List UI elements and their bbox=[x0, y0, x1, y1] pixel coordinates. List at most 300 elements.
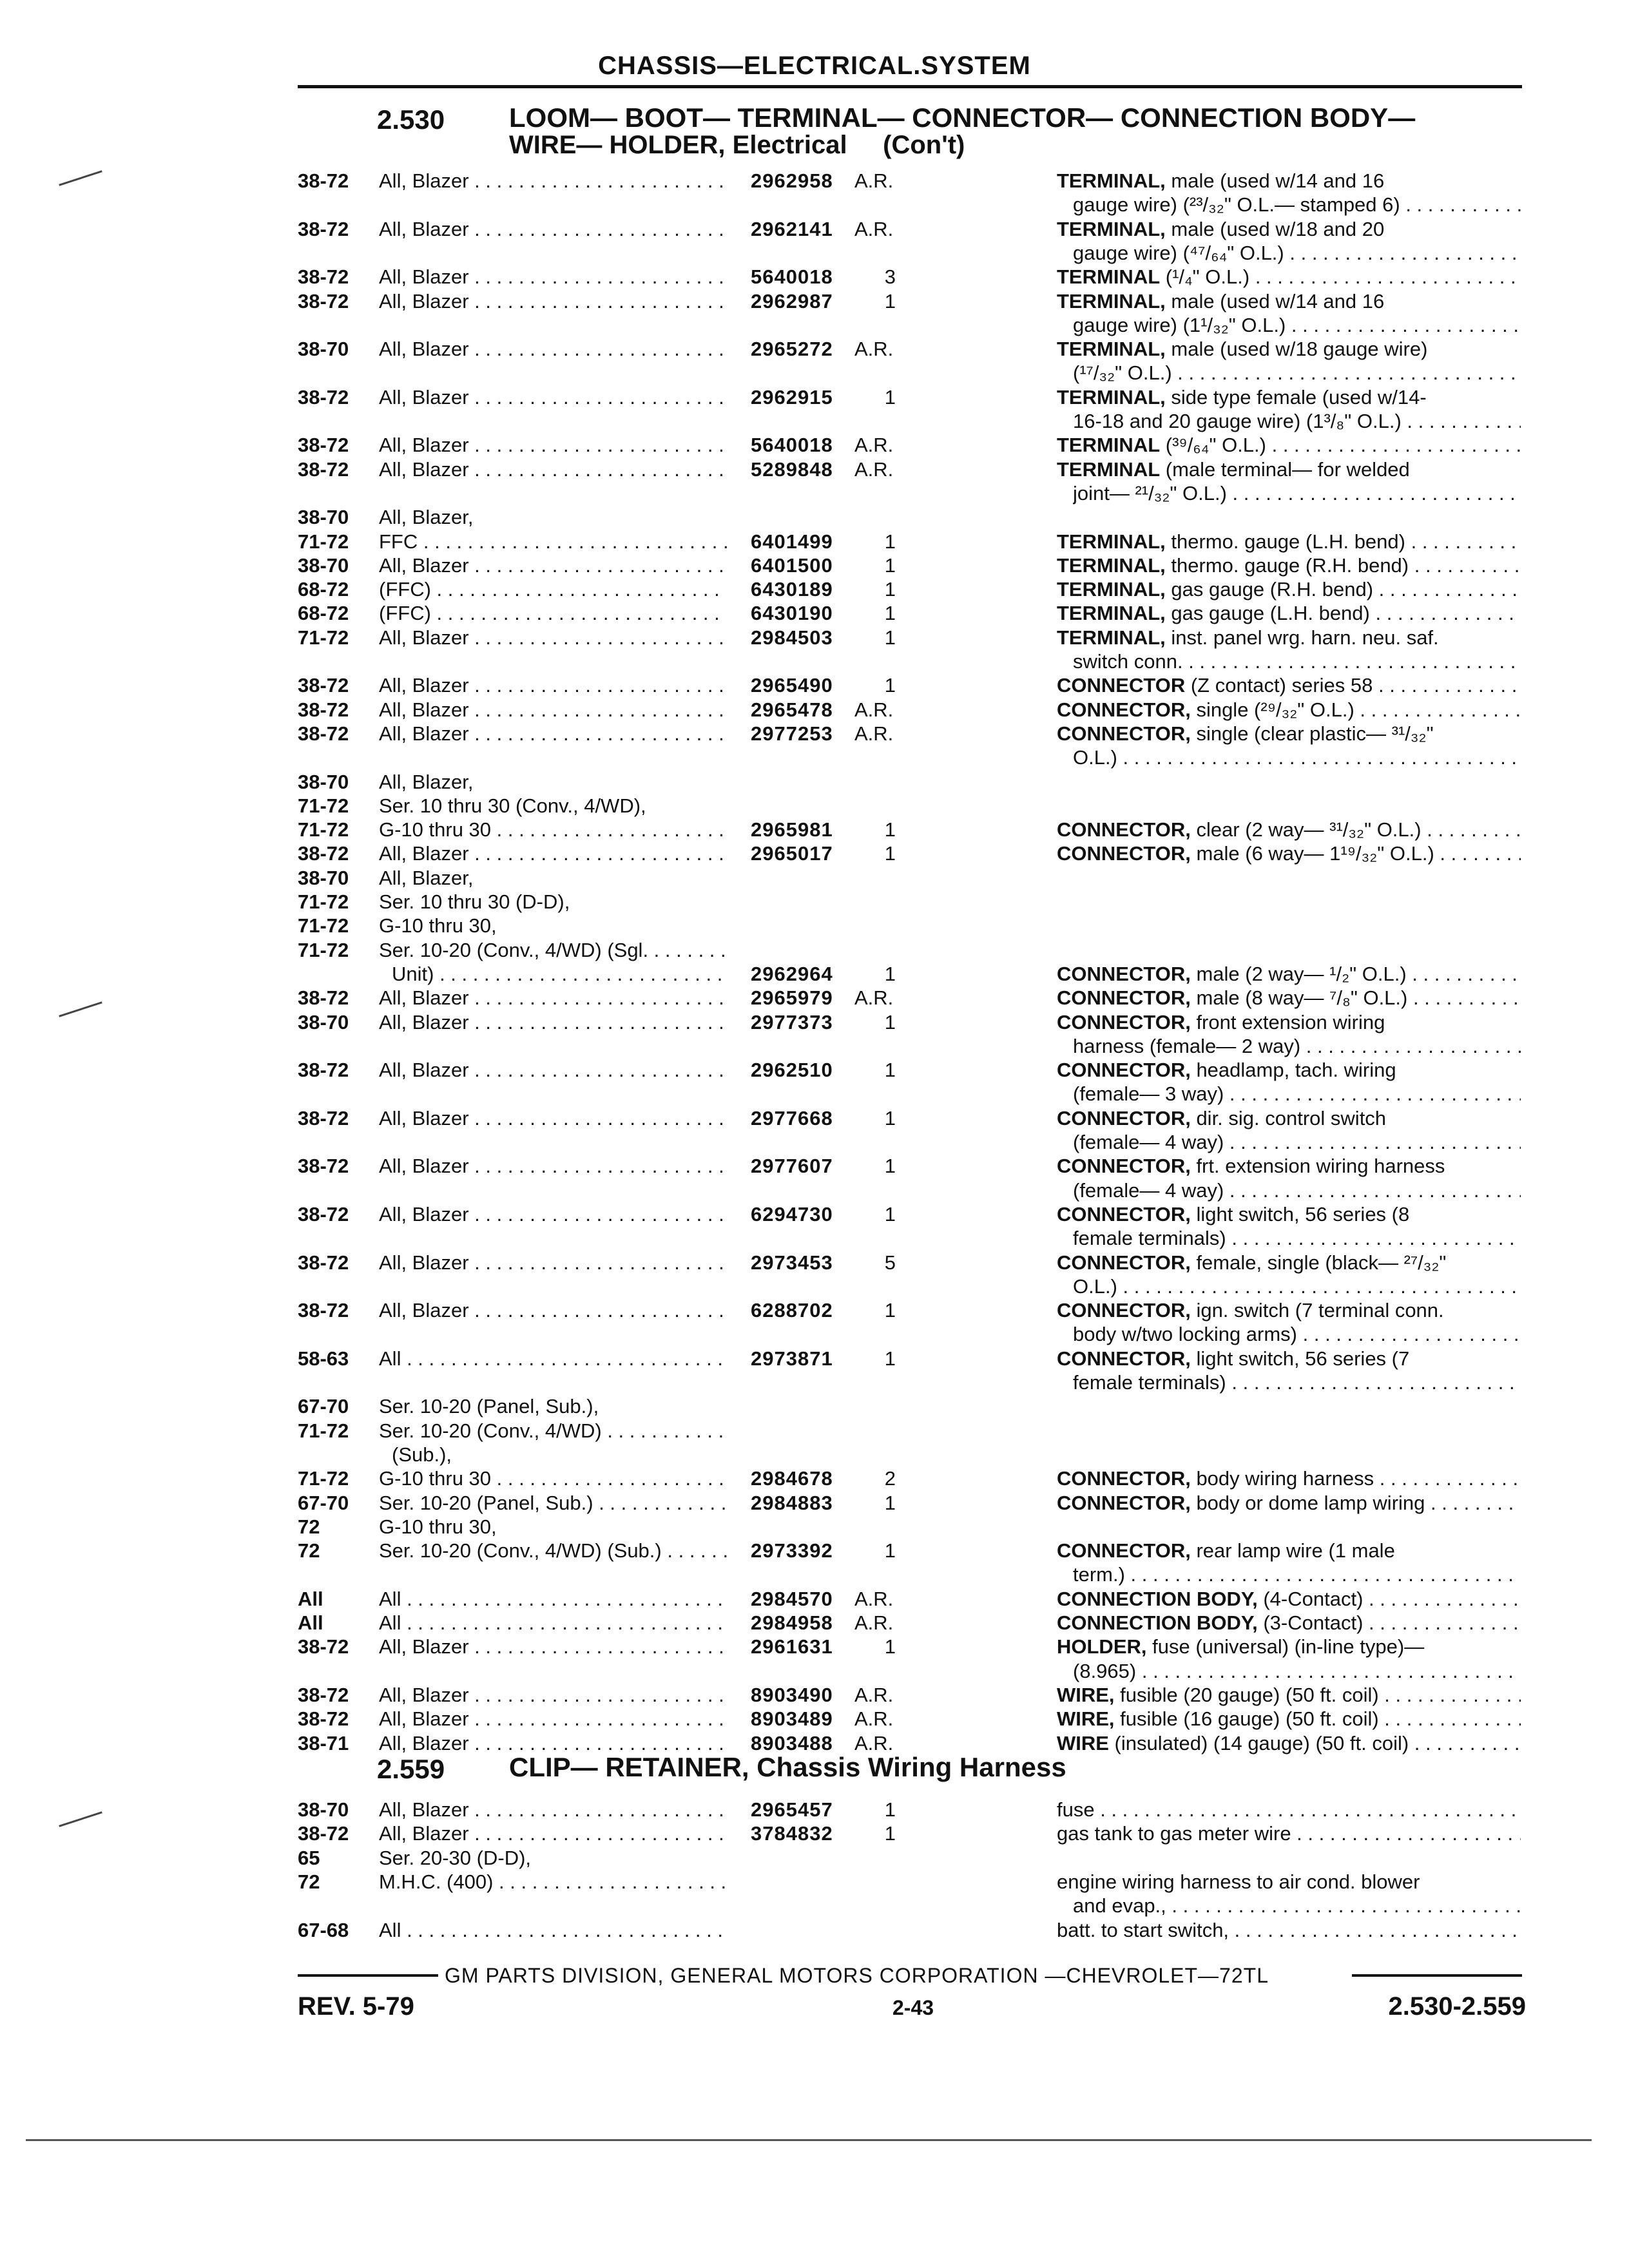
description-text: (female— 4 way) bbox=[1073, 1131, 1224, 1153]
part-number: 2984883 bbox=[751, 1491, 833, 1514]
description bbox=[1073, 745, 1521, 769]
quantity: 1 bbox=[884, 1010, 896, 1033]
model-years: 71-72 bbox=[298, 818, 349, 841]
model-years: 38-72 bbox=[298, 434, 349, 457]
description bbox=[1073, 649, 1521, 673]
application: All, Blazer . . . bbox=[379, 457, 727, 481]
quantity: 1 bbox=[884, 842, 896, 865]
description bbox=[1073, 1894, 1521, 1917]
description bbox=[1057, 1707, 1521, 1731]
description-text: fusible (20 gauge) (50 ft. coil) bbox=[1114, 1683, 1379, 1706]
description-text: female, single (black— ²⁷/₃₂" bbox=[1190, 1251, 1447, 1274]
quantity: 1 bbox=[884, 1059, 896, 1082]
quantity: 1 bbox=[884, 962, 896, 985]
model-years: 71-72 bbox=[298, 938, 349, 961]
section-number: 2.530 bbox=[377, 104, 445, 135]
application: All . . . bbox=[379, 1587, 727, 1611]
item-name: TERMINAL, bbox=[1057, 289, 1166, 312]
application: (Sub.), bbox=[392, 1443, 452, 1466]
item-name: TERMINAL bbox=[1057, 434, 1161, 457]
part-number: 2962987 bbox=[751, 289, 833, 312]
application: (FFC) . . . bbox=[379, 601, 727, 625]
description bbox=[1057, 1539, 1521, 1562]
description-text: body or dome lamp wiring bbox=[1190, 1491, 1425, 1514]
description-text: (8.965) bbox=[1073, 1659, 1137, 1682]
description-text: gas tank to gas meter wire bbox=[1057, 1822, 1291, 1845]
description-text: frt. extension wiring harness bbox=[1190, 1155, 1445, 1178]
application: All, Blazer . . . bbox=[379, 1202, 727, 1226]
description bbox=[1057, 818, 1521, 841]
description bbox=[1057, 1106, 1521, 1130]
model-years: 72 bbox=[298, 1870, 320, 1893]
model-years: 71-72 bbox=[298, 1419, 349, 1442]
description bbox=[1057, 289, 1521, 313]
part-number: 2965017 bbox=[751, 842, 833, 865]
part-number: 2962141 bbox=[751, 217, 833, 240]
description-text: (insulated) (14 gauge) (50 ft. coil) bbox=[1108, 1731, 1409, 1754]
description-text: front extension wiring bbox=[1190, 1010, 1385, 1033]
section-range: 2.530-2.559 bbox=[1388, 1992, 1526, 2021]
application: Ser. 10-20 (Panel, Sub.) . . . bbox=[379, 1491, 727, 1515]
quantity: 1 bbox=[884, 530, 896, 553]
description bbox=[1057, 1798, 1521, 1821]
application: Ser. 10 thru 30 (Conv., 4/WD), bbox=[379, 794, 646, 817]
description-text: headlamp, tach. wiring bbox=[1190, 1059, 1396, 1082]
section-title bbox=[509, 104, 1415, 159]
description bbox=[1073, 1659, 1521, 1683]
application: All . . . bbox=[379, 1611, 727, 1635]
part-number: 5640018 bbox=[751, 265, 833, 289]
description-text: (¹⁷/₃₂" O.L.) bbox=[1073, 361, 1172, 385]
item-name: CONNECTION BODY, bbox=[1057, 1611, 1258, 1634]
footer-rule-left bbox=[298, 1974, 438, 1977]
description-text: term.) bbox=[1073, 1563, 1125, 1586]
description-text: gas gauge (L.H. bend) bbox=[1165, 602, 1370, 625]
item-name: CONNECTOR, bbox=[1057, 1155, 1191, 1178]
description-text: male (2 way— ¹/₂" O.L.) bbox=[1190, 962, 1407, 985]
item-name: WIRE bbox=[1057, 1731, 1109, 1754]
description-text: (female— 3 way) bbox=[1073, 1082, 1224, 1106]
item-name: CONNECTOR, bbox=[1057, 1539, 1191, 1562]
quantity: A.R. bbox=[854, 169, 894, 192]
application: All, Blazer . . . bbox=[379, 1010, 727, 1034]
description-text: single (clear plastic— ³¹/₃₂" bbox=[1190, 722, 1434, 745]
quantity: 1 bbox=[884, 1299, 896, 1322]
quantity: 1 bbox=[884, 553, 896, 577]
section-title-line: WIRE— HOLDER, Electrical (Con't) bbox=[509, 131, 965, 159]
item-name: TERMINAL, bbox=[1057, 338, 1166, 361]
part-number: 2965490 bbox=[751, 674, 833, 697]
item-name: TERMINAL, bbox=[1057, 553, 1166, 577]
description bbox=[1073, 1274, 1521, 1298]
quantity: 1 bbox=[884, 602, 896, 625]
description-text: thermo. gauge (R.H. bend) bbox=[1165, 553, 1409, 577]
description bbox=[1057, 1298, 1521, 1322]
application: Ser. 10-20 (Conv., 4/WD) (Sub.) . . . bbox=[379, 1539, 727, 1562]
item-name: TERMINAL, bbox=[1057, 626, 1166, 649]
description bbox=[1057, 1251, 1521, 1274]
description bbox=[1073, 1130, 1521, 1154]
application: All, Blazer, bbox=[379, 866, 474, 889]
description bbox=[1073, 1082, 1521, 1106]
model-years: 71-72 bbox=[298, 890, 349, 913]
description-text: clear (2 way— ³¹/₃₂" O.L.) bbox=[1190, 818, 1422, 841]
quantity: A.R. bbox=[854, 1707, 894, 1731]
description-text: 16-18 and 20 gauge wire) (1³/₈" O.L.) bbox=[1073, 410, 1402, 432]
item-name: CONNECTOR bbox=[1057, 674, 1186, 697]
model-years: 38-70 bbox=[298, 1798, 349, 1821]
quantity: A.R. bbox=[854, 698, 894, 721]
model-years: 38-72 bbox=[298, 1707, 349, 1731]
item-name: CONNECTOR, bbox=[1057, 1202, 1191, 1225]
description-text: engine wiring harness to air cond. blower bbox=[1057, 1870, 1420, 1893]
model-years: 68-72 bbox=[298, 602, 349, 625]
application: All, Blazer . . . bbox=[379, 289, 727, 313]
description-text: O.L.) bbox=[1073, 746, 1117, 769]
description-text: gauge wire) (⁴⁷/₆₄" O.L.) bbox=[1073, 241, 1284, 264]
description-text: batt. to start switch, bbox=[1057, 1918, 1229, 1941]
model-years: 38-72 bbox=[298, 217, 349, 240]
description-text: switch conn. bbox=[1073, 650, 1183, 673]
part-number: 8903490 bbox=[751, 1683, 833, 1706]
item-name: TERMINAL, bbox=[1057, 578, 1166, 601]
model-years: All bbox=[298, 1587, 323, 1610]
application: All, Blazer . . . bbox=[379, 337, 727, 361]
application: G-10 thru 30, bbox=[379, 1515, 497, 1538]
item-name: CONNECTOR, bbox=[1057, 1106, 1191, 1129]
description-text: thermo. gauge (L.H. bend) bbox=[1165, 530, 1405, 553]
part-number: 2984503 bbox=[751, 626, 833, 649]
application: All, Blazer . . . bbox=[379, 1731, 727, 1755]
item-name: TERMINAL, bbox=[1057, 217, 1166, 240]
description-text: single (²⁹/₃₂" O.L.) bbox=[1190, 698, 1354, 721]
item-name: TERMINAL, bbox=[1057, 169, 1166, 192]
model-years: 65 bbox=[298, 1846, 320, 1869]
description bbox=[1057, 962, 1521, 986]
model-years: 38-72 bbox=[298, 1202, 349, 1225]
application: All, Blazer . . . bbox=[379, 1106, 727, 1130]
application: All, Blazer . . . bbox=[379, 433, 727, 457]
description bbox=[1057, 986, 1521, 1010]
description-text: (³⁹/₆₄" O.L.) bbox=[1160, 434, 1266, 457]
description bbox=[1057, 217, 1521, 241]
part-number: 6430190 bbox=[751, 602, 833, 625]
model-years: 38-70 bbox=[298, 866, 349, 889]
part-number: 6430189 bbox=[751, 578, 833, 601]
model-years: 38-72 bbox=[298, 986, 349, 1010]
model-years: 38-72 bbox=[298, 1683, 349, 1706]
description-text: (Z contact) series 58 bbox=[1185, 674, 1373, 697]
description bbox=[1057, 577, 1521, 601]
application: G-10 thru 30 . . . bbox=[379, 1466, 727, 1490]
description-text: and evap., bbox=[1073, 1894, 1166, 1917]
model-years: 38-72 bbox=[298, 698, 349, 721]
application: All, Blazer . . . bbox=[379, 986, 727, 1010]
application: Ser. 10-20 (Conv., 4/WD) . . . bbox=[379, 1419, 727, 1443]
item-name: TERMINAL, bbox=[1057, 602, 1166, 625]
model-years: 71-72 bbox=[298, 914, 349, 937]
application: All, Blazer . . . bbox=[379, 1683, 727, 1707]
header-rule bbox=[298, 85, 1522, 88]
description bbox=[1057, 457, 1521, 481]
item-name: CONNECTOR, bbox=[1057, 1299, 1191, 1322]
model-years: 38-72 bbox=[298, 1251, 349, 1274]
scan-mark bbox=[59, 1001, 102, 1017]
application: Ser. 20-30 (D-D), bbox=[379, 1846, 532, 1869]
model-years: 38-72 bbox=[298, 842, 349, 865]
description bbox=[1057, 553, 1521, 577]
application: FFC . . . bbox=[379, 530, 727, 553]
quantity: 1 bbox=[884, 1202, 896, 1225]
description-text: male (used w/14 and 16 bbox=[1165, 289, 1385, 312]
application: (FFC) . . . bbox=[379, 577, 727, 601]
application: Ser. 10-20 (Conv., 4/WD) (Sgl. . . . bbox=[379, 938, 727, 962]
item-name: CONNECTOR, bbox=[1057, 962, 1191, 985]
description bbox=[1057, 1918, 1521, 1942]
description-text: gauge wire) (²³/₃₂" O.L.— stamped 6) bbox=[1073, 193, 1400, 216]
item-name: TERMINAL, bbox=[1057, 530, 1166, 553]
description-text: (male terminal— for welded bbox=[1160, 457, 1410, 481]
part-number: 6401499 bbox=[751, 530, 833, 553]
application: All, Blazer . . . bbox=[379, 553, 727, 577]
part-number: 3784832 bbox=[751, 1822, 833, 1845]
part-number: 6288702 bbox=[751, 1299, 833, 1322]
quantity: 1 bbox=[884, 578, 896, 601]
quantity: 1 bbox=[884, 1347, 896, 1370]
part-number: 2965457 bbox=[751, 1798, 833, 1821]
description bbox=[1057, 385, 1521, 409]
part-number: 2962915 bbox=[751, 385, 833, 408]
section-number: 2.559 bbox=[377, 1754, 445, 1784]
application: All, Blazer . . . bbox=[379, 1707, 727, 1731]
description bbox=[1073, 1226, 1521, 1250]
model-years: 38-72 bbox=[298, 1155, 349, 1178]
item-name: WIRE, bbox=[1057, 1683, 1115, 1706]
description-text: (4-Contact) bbox=[1257, 1587, 1364, 1610]
application: All, Blazer . . . bbox=[379, 265, 727, 289]
model-years: 38-72 bbox=[298, 1059, 349, 1082]
description-text: gas gauge (R.H. bend) bbox=[1165, 578, 1374, 601]
description bbox=[1057, 698, 1521, 722]
model-years: 38-72 bbox=[298, 1635, 349, 1658]
part-number: 2984958 bbox=[751, 1611, 833, 1634]
description bbox=[1057, 1154, 1521, 1178]
part-number: 5640018 bbox=[751, 434, 833, 457]
application: All, Blazer . . . bbox=[379, 673, 727, 697]
part-number: 2965272 bbox=[751, 338, 833, 361]
page-title: CHASSIS—ELECTRICAL.SYSTEM bbox=[598, 52, 1031, 80]
quantity: A.R. bbox=[854, 338, 894, 361]
model-years: 38-72 bbox=[298, 385, 349, 408]
part-number: 2961631 bbox=[751, 1635, 833, 1658]
description-text: male (used w/14 and 16 bbox=[1165, 169, 1385, 192]
description-text: (female— 4 way) bbox=[1073, 1178, 1224, 1202]
part-number: 2962510 bbox=[751, 1059, 833, 1082]
model-years: 38-72 bbox=[298, 722, 349, 745]
application: Unit) . . . bbox=[392, 962, 727, 986]
model-years: 38-72 bbox=[298, 289, 349, 312]
scan-mark bbox=[59, 170, 102, 186]
description bbox=[1057, 1870, 1521, 1894]
model-years: 38-72 bbox=[298, 457, 349, 481]
model-years: 38-70 bbox=[298, 770, 349, 793]
model-years: 67-68 bbox=[298, 1918, 349, 1941]
quantity: 1 bbox=[884, 1635, 896, 1658]
description-text: female terminals) bbox=[1073, 1227, 1226, 1250]
section-title-line: CLIP— RETAINER, Chassis Wiring Harness bbox=[509, 1752, 1066, 1782]
part-number: 6401500 bbox=[751, 553, 833, 577]
model-years: 72 bbox=[298, 1515, 320, 1538]
model-years: 38-70 bbox=[298, 553, 349, 577]
description bbox=[1057, 1010, 1521, 1034]
description-text: male (used w/18 and 20 bbox=[1165, 217, 1385, 240]
item-name: CONNECTOR, bbox=[1057, 1467, 1191, 1490]
application: G-10 thru 30 . . . bbox=[379, 818, 727, 841]
description bbox=[1057, 1731, 1521, 1755]
description bbox=[1057, 1683, 1521, 1707]
description-text: (¹/₄" O.L.) bbox=[1160, 265, 1250, 289]
part-number: 2962958 bbox=[751, 169, 833, 192]
model-years: 38-70 bbox=[298, 1010, 349, 1033]
item-name: CONNECTOR, bbox=[1057, 818, 1191, 841]
item-name: WIRE, bbox=[1057, 1707, 1115, 1731]
description-text: (3-Contact) bbox=[1257, 1611, 1364, 1634]
description-text: dir. sig. control switch bbox=[1190, 1106, 1387, 1129]
model-years: 38-72 bbox=[298, 1106, 349, 1129]
quantity: 1 bbox=[884, 289, 896, 312]
part-number: 2977668 bbox=[751, 1106, 833, 1129]
item-name: HOLDER, bbox=[1057, 1635, 1147, 1658]
scan-mark bbox=[59, 1811, 102, 1827]
application: All, Blazer . . . bbox=[379, 1798, 727, 1821]
quantity: 1 bbox=[884, 1155, 896, 1178]
item-name: CONNECTOR, bbox=[1057, 722, 1191, 745]
description-text: female terminals) bbox=[1073, 1371, 1226, 1394]
description-text: light switch, 56 series (7 bbox=[1190, 1347, 1410, 1370]
application: All, Blazer . . . bbox=[379, 1298, 727, 1322]
item-name: CONNECTOR, bbox=[1057, 1059, 1191, 1082]
quantity: 1 bbox=[884, 674, 896, 697]
application: All, Blazer . . . bbox=[379, 1154, 727, 1178]
part-number: 2973453 bbox=[751, 1251, 833, 1274]
application: All, Blazer, bbox=[379, 770, 474, 793]
part-number: 2965981 bbox=[751, 818, 833, 841]
footer-rule-right bbox=[1352, 1974, 1522, 1977]
part-number: 8903488 bbox=[751, 1731, 833, 1754]
description-text: male (8 way— ⁷/₈" O.L.) bbox=[1190, 986, 1408, 1010]
quantity: 1 bbox=[884, 818, 896, 841]
description-text: male (used w/18 gauge wire) bbox=[1165, 338, 1428, 361]
item-name: TERMINAL bbox=[1057, 265, 1161, 289]
description-text: side type female (used w/14- bbox=[1165, 385, 1427, 408]
item-name: CONNECTOR, bbox=[1057, 1491, 1191, 1514]
model-years: 38-72 bbox=[298, 1299, 349, 1322]
description-text: fuse bbox=[1057, 1798, 1095, 1821]
application: G-10 thru 30, bbox=[379, 914, 497, 937]
model-years: 38-71 bbox=[298, 1731, 349, 1754]
description bbox=[1057, 626, 1521, 649]
description bbox=[1073, 361, 1521, 385]
description-text: light switch, 56 series (8 bbox=[1190, 1202, 1410, 1225]
section-title-line: LOOM— BOOT— TERMINAL— CONNECTOR— CONNECTION BODY— bbox=[509, 102, 1416, 133]
description bbox=[1073, 193, 1521, 216]
application: M.H.C. (400) . . . bbox=[379, 1870, 727, 1894]
quantity: 1 bbox=[884, 1106, 896, 1129]
part-number: 2977253 bbox=[751, 722, 833, 745]
model-years: All bbox=[298, 1611, 323, 1634]
application: Ser. 10-20 (Panel, Sub.), bbox=[379, 1395, 599, 1418]
description bbox=[1073, 409, 1521, 433]
application: All, Blazer . . . bbox=[379, 1635, 727, 1658]
description bbox=[1073, 1562, 1521, 1586]
quantity: A.R. bbox=[854, 722, 894, 745]
quantity: A.R. bbox=[854, 434, 894, 457]
part-number: 2965478 bbox=[751, 698, 833, 721]
part-number: 6294730 bbox=[751, 1202, 833, 1225]
description bbox=[1073, 313, 1521, 337]
description bbox=[1057, 1466, 1521, 1490]
application: All, Blazer . . . bbox=[379, 698, 727, 722]
description bbox=[1057, 1821, 1521, 1845]
description-text: O.L.) bbox=[1073, 1274, 1117, 1298]
model-years: 71-72 bbox=[298, 626, 349, 649]
application: Ser. 10 thru 30 (D-D), bbox=[379, 890, 570, 913]
quantity: 1 bbox=[884, 1539, 896, 1562]
description bbox=[1057, 337, 1521, 361]
quantity: A.R. bbox=[854, 217, 894, 240]
quantity: A.R. bbox=[854, 1587, 894, 1610]
application: All, Blazer . . . bbox=[379, 722, 727, 745]
item-name: TERMINAL, bbox=[1057, 385, 1166, 408]
quantity: 1 bbox=[884, 1798, 896, 1821]
quantity: A.R. bbox=[854, 1611, 894, 1634]
description-text: fusible (16 gauge) (50 ft. coil) bbox=[1114, 1707, 1379, 1731]
description bbox=[1057, 841, 1521, 865]
quantity: A.R. bbox=[854, 986, 894, 1010]
part-number: 2973392 bbox=[751, 1539, 833, 1562]
application: All, Blazer . . . bbox=[379, 626, 727, 649]
application: All, Blazer . . . bbox=[379, 385, 727, 409]
item-name: CONNECTOR, bbox=[1057, 986, 1191, 1010]
description-text: joint— ²¹/₃₂" O.L.) bbox=[1073, 481, 1227, 505]
application: All, Blazer . . . bbox=[379, 841, 727, 865]
application: All, Blazer . . . bbox=[379, 1821, 727, 1845]
model-years: 38-70 bbox=[298, 506, 349, 529]
quantity: A.R. bbox=[854, 457, 894, 481]
quantity: 3 bbox=[884, 265, 896, 289]
application: All, Blazer . . . bbox=[379, 217, 727, 241]
item-name: TERMINAL bbox=[1057, 457, 1161, 481]
description bbox=[1073, 1034, 1521, 1058]
application: All, Blazer . . . bbox=[379, 1058, 727, 1082]
part-number: 2962964 bbox=[751, 962, 833, 985]
model-years: 38-72 bbox=[298, 265, 349, 289]
description bbox=[1073, 1322, 1521, 1346]
description bbox=[1057, 1587, 1521, 1611]
description bbox=[1057, 1635, 1521, 1658]
section-title bbox=[509, 1754, 1066, 1781]
model-years: 67-70 bbox=[298, 1491, 349, 1514]
description-text: inst. panel wrg. harn. neu. saf. bbox=[1165, 626, 1439, 649]
model-years: 58-63 bbox=[298, 1347, 349, 1370]
scan-edge-line bbox=[26, 2139, 1592, 2141]
description bbox=[1057, 722, 1521, 745]
description-text: harness (female— 2 way) bbox=[1073, 1034, 1301, 1057]
model-years: 72 bbox=[298, 1539, 320, 1562]
application: All, Blazer, bbox=[379, 506, 474, 529]
item-name: CONNECTION BODY, bbox=[1057, 1587, 1258, 1610]
item-name: CONNECTOR, bbox=[1057, 698, 1191, 721]
